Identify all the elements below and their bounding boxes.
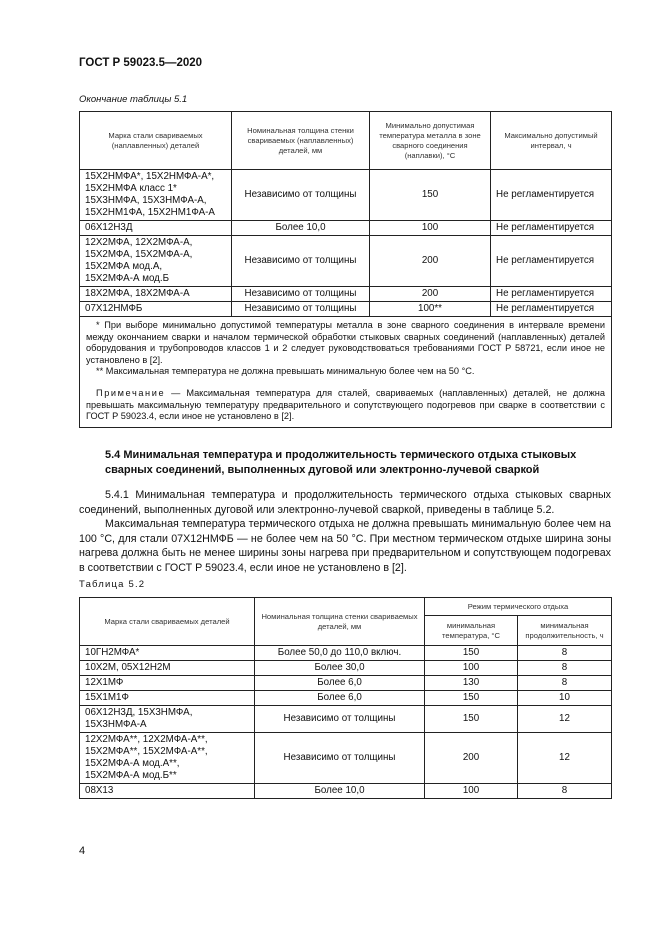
thickness-cell: Более 6,0 [255,676,425,691]
steel-grade-cell [80,170,232,221]
temperature-cell: 100 [370,221,491,236]
duration-cell: 8 [518,661,612,676]
steel-grade-line: 15Х2НМ1ФА, 15Х2НМ1ФА-А [85,207,215,218]
thickness-cell: Независимо от толщины [232,236,370,287]
steel-grade-line: 15Х2МФА**, 15Х2МФА-А**, [85,746,208,757]
temperature-cell: 130 [425,676,518,691]
duration-cell: 8 [518,646,612,661]
thickness-cell: Более 10,0 [255,784,425,799]
interval-cell: Не регламентируется [491,236,612,287]
steel-grade-line: 15Х3НМФА, 15Х3НМФА-А, [85,195,207,206]
column-header: Минимально допустимая температура металла в зоне сварного соединения (наплавки), °С [370,112,491,170]
table-note [86,388,605,423]
column-header: минимальная продолжительность, ч [518,616,612,646]
temperature-cell: 200 [370,287,491,302]
steel-grade-cell [80,733,255,784]
column-header: Максимально допустимый интервал, ч [491,112,612,170]
duration-cell: 12 [518,706,612,733]
column-header: Марка стали свариваемых деталей [80,598,255,646]
table-row [80,691,612,706]
steel-grade-line: 15Х2МФА-А мод.Б** [85,770,177,781]
temperature-cell: 150 [425,706,518,733]
steel-grade-line: 06Х12Н3Д [85,222,133,233]
steel-grade-line: 12Х2МФА, 12Х2МФА-А, [85,237,193,248]
table-notes [80,317,612,428]
table-row [80,706,612,733]
duration-cell: 12 [518,733,612,784]
note-label: Примечание [96,387,166,398]
thickness-cell: Независимо от толщины [255,733,425,784]
document-header: ГОСТ Р 59023.5—2020 [79,57,203,69]
paragraph: 5.4.1 Минимальная температура и продолжительность термического отдыха стыковых сварных соединений, выполненных дуговой или электронно-лучевой сваркой, приведены в таблице 5.2. [79,489,611,516]
table-5-2 [79,597,612,799]
steel-grade-cell [80,287,232,302]
temperature-cell: 150 [425,646,518,661]
steel-grade-line: 08Х13 [85,785,114,796]
thickness-cell: Независимо от толщины [255,706,425,733]
column-header: минимальная температура, °С [425,616,518,646]
column-header: Марка стали свариваемых (наплавленных) деталей [80,112,232,170]
temperature-cell: 150 [425,691,518,706]
column-header: Номинальная толщина стенки свариваемых (наплавленных) деталей, мм [232,112,370,170]
steel-grade-line: 06Х12Н3Д, 15Х3НМФА, [85,707,193,718]
steel-grade-line: 15Х3НМФА-А [85,719,147,730]
thickness-cell: Независимо от толщины [232,287,370,302]
steel-grade-cell [80,661,255,676]
page-number: 4 [79,845,86,857]
temperature-cell: 200 [425,733,518,784]
interval-cell: Не регламентируется [491,287,612,302]
steel-grade-line: 15Х2МФА-А мод.А**, [85,758,180,769]
steel-grade-cell [80,691,255,706]
column-header: Номинальная толщина стенки свариваемых деталей, мм [255,598,425,646]
table-row [80,221,612,236]
steel-grade-line: 15Х2МФА-А мод.Б [85,273,170,284]
temperature-cell: 150 [370,170,491,221]
steel-grade-cell [80,676,255,691]
paragraph: Максимальная температура термического отдыха не должна превышать минимальную более чем на 100 °С, для стали 07Х12НМФБ — не более чем на 50 °С. При местном термическом отдыхе ширина зоны нагрева должна быть не менее ширины зоны нагрева при предварительном и сопутствующем подогревах в соответствии с ГОСТ Р 59023.4, если иное не установлено в [2]. [79,518,611,574]
steel-grade-line: 15Х2МФА, 15Х2МФА-А, [85,249,193,260]
steel-grade-cell [80,706,255,733]
steel-grade-cell [80,236,232,287]
table-row [80,733,612,784]
steel-grade-cell [80,646,255,661]
steel-grade-line: 07Х12НМФБ [85,303,143,314]
table-row [80,676,612,691]
steel-grade-line: 12Х1МФ [85,677,124,688]
column-header: Режим термического отдыха [425,598,612,616]
thickness-cell: Независимо от толщины [232,170,370,221]
footnote: ** Максимальная температура не должна превышать минимальную более чем на 50 °С. [96,366,475,377]
steel-grade-line: 15Х1М1Ф [85,692,129,703]
table-caption: Окончание таблицы 5.1 [79,94,188,105]
temperature-cell: 100 [425,661,518,676]
table-5-1 [79,111,612,428]
thickness-cell: Более 6,0 [255,691,425,706]
thickness-cell: Более 30,0 [255,661,425,676]
table-row [80,784,612,799]
interval-cell: Не регламентируется [491,302,612,317]
duration-cell: 10 [518,691,612,706]
table-row [80,170,612,221]
note-text: — Максимальная температура для сталей, свариваемых (наплавленных) деталей, не должна превышать максимальную температуру предварительного и сопутствующего подогревов при сварке в соответствии с ГОСТ Р 59023.4, если иное не установлено в [2]. [86,387,605,422]
temperature-cell: 100** [370,302,491,317]
table-caption: Таблица 5.2 [79,579,146,590]
table-row [80,661,612,676]
table-row [80,302,612,317]
interval-cell: Не регламентируется [491,170,612,221]
steel-grade-line: 10Х2М, 05Х12Н2М [85,662,171,673]
thickness-cell: Более 50,0 до 110,0 включ. [255,646,425,661]
steel-grade-line: 12Х2МФА**, 12Х2МФА-А**, [85,734,208,745]
interval-cell: Не регламентируется [491,221,612,236]
table-row [80,236,612,287]
temperature-cell: 100 [425,784,518,799]
duration-cell: 8 [518,784,612,799]
steel-grade-cell [80,302,232,317]
footnote: * При выборе минимально допустимой температуры металла в зоне сварного соединения в интервале времени между окончанием сварки и началом термической обработки стыковых сварных соединений (наплавленных) деталей оборудования и трубопроводов классов 1 и 2 следует руководствоваться требованиями ГОСТ Р 58721, если иное не установлено в [2]. [86,320,605,365]
thickness-cell: Более 10,0 [232,221,370,236]
steel-grade-line: 10ГН2МФА* [85,647,140,658]
steel-grade-cell [80,784,255,799]
steel-grade-line: 15Х2НМФА класс 1* [85,183,177,194]
table-row [80,287,612,302]
steel-grade-cell [80,221,232,236]
steel-grade-line: 15Х2НМФА*, 15Х2НМФА-А*, [85,171,215,182]
temperature-cell: 200 [370,236,491,287]
thickness-cell: Независимо от толщины [232,302,370,317]
steel-grade-line: 15Х2МФА мод.А, [85,261,163,272]
duration-cell: 8 [518,676,612,691]
section-heading: 5.4 Минимальная температура и продолжительность термического отдыха стыковых сварных соединений, выполненных дуговой или электронно-лучевой сваркой [105,449,577,476]
steel-grade-line: 18Х2МФА, 18Х2МФА-А [85,288,190,299]
table-row [80,646,612,661]
